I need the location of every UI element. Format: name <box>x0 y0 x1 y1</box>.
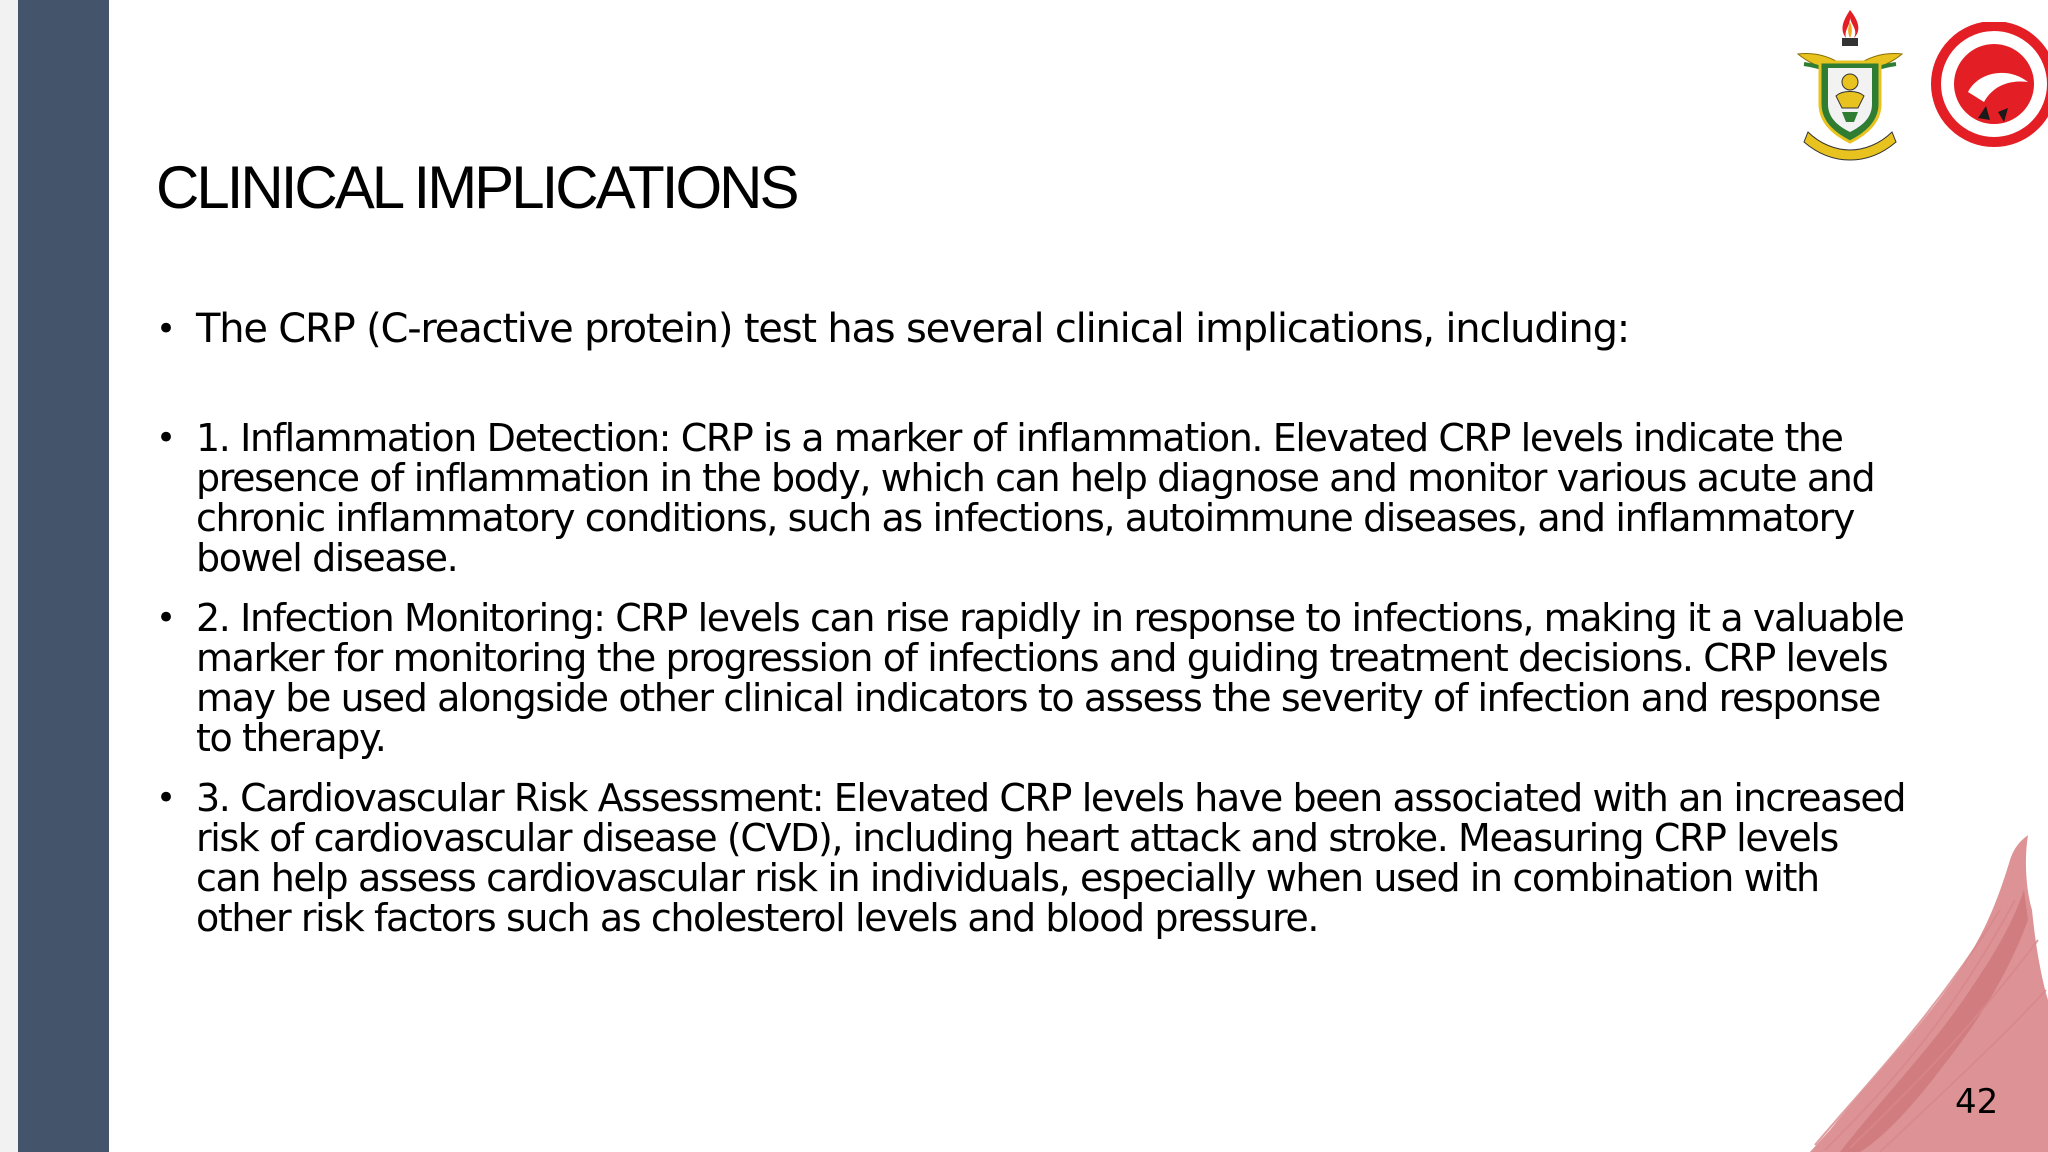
bullet-text: The CRP (C-reactive protein) test has several clinical implications, including: <box>196 306 1630 352</box>
page-number: 42 <box>1955 1082 1999 1122</box>
bullet-marker: • <box>156 309 177 349</box>
bullet-marker: • <box>156 418 177 458</box>
brush-stroke-decoration <box>1810 830 2048 1152</box>
bullet-text: 1. Inflammation Detection: CRP is a marker of inflammation. Elevated CRP levels indicate the presence of inflammation in the body, which can help diagnose and monitor various acute and chronic inflammatory conditions, such as infections, autoimmune diseases, and inflammatory bowel disease. <box>196 416 1875 580</box>
bullet-list <box>150 300 1910 958</box>
bullet-text: 3. Cardiovascular Risk Assessment: Elevated CRP levels have been associated with an increased risk of cardiovascular disease (CVD), including heart attack and stroke. Measuring CRP levels can help assess cardiovascular risk in individuals, especially when used in combination with other risk factors such as cholesterol levels and blood pressure. <box>196 776 1906 940</box>
sidebar-accent <box>18 0 109 1152</box>
bullet-marker: • <box>156 598 177 638</box>
school-seal-logo <box>1908 22 2048 148</box>
bullet-text: 2. Infection Monitoring: CRP levels can rise rapidly in response to infections, making it a valuable marker for monitoring the progression of infections and guiding treatment decisions. CRP levels may be used alongside other clinical indicators to assess the severity of infection and response to therapy. <box>196 596 1904 760</box>
bullet-inflammation-detection <box>150 418 1910 578</box>
bullet-marker: • <box>156 778 177 818</box>
slide-margin <box>0 0 18 1152</box>
bullet-cardiovascular-risk <box>150 778 1910 938</box>
bullet-infection-monitoring <box>150 598 1910 758</box>
slide-title: CLINICAL IMPLICATIONS <box>156 154 797 222</box>
university-crest-logo <box>1790 4 1910 162</box>
bullet-intro <box>150 300 1910 358</box>
